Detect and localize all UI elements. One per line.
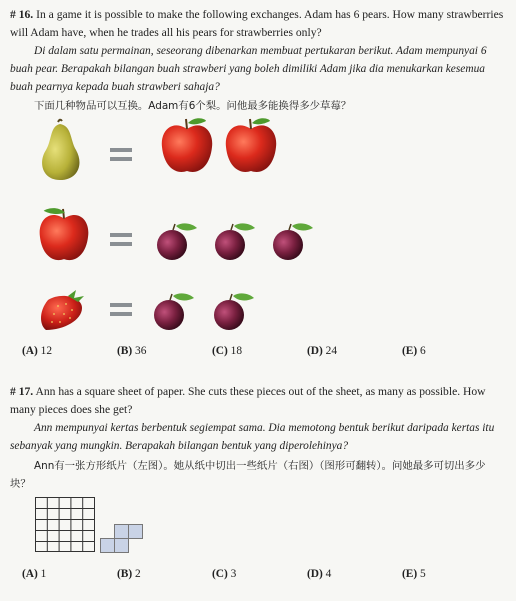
plum-icon	[212, 292, 256, 332]
q16-option-b[interactable]: (B) 36	[117, 345, 147, 357]
pear-icon	[36, 118, 86, 182]
cut-piece-icon	[100, 524, 144, 554]
q16-chinese	[10, 97, 506, 115]
q17-english	[10, 383, 506, 419]
q16-option-a[interactable]: (A) 12	[22, 345, 53, 357]
equals-sign-icon	[110, 303, 132, 321]
apple-icon	[158, 115, 216, 177]
equals-sign-icon	[110, 233, 132, 251]
apple-icon	[36, 205, 92, 265]
q17-option-e[interactable]: (E) 5	[402, 568, 426, 580]
plum-icon	[271, 222, 315, 262]
q17-chinese	[10, 457, 506, 493]
q16-english-text: In a game it is possible to make the following exchanges. Adam has 6 pears. How many strawberries will Adam have, when he trades all his pears for strawberries only?	[10, 8, 504, 39]
q16-option-e[interactable]: (E) 6	[402, 345, 426, 357]
q17-english-text: Ann has a square sheet of paper. She cuts these pieces out of the sheet, as many as possible. How many pieces does she get?	[10, 385, 486, 416]
plum-icon	[213, 222, 257, 262]
strawberry-icon	[38, 290, 86, 332]
q16-malay	[10, 42, 506, 96]
q17-option-b[interactable]: (B) 2	[117, 568, 141, 580]
q17-malay-text: Ann mempunyai kertas berbentuk segiempat sama. Dia memotong bentuk berikut daripada kertas itu sebanyak yang mungkin. Berapakah bilangan bentuk yang diperolehinya?	[10, 422, 495, 452]
q16-option-d[interactable]: (D) 24	[307, 345, 338, 357]
apple-icon	[222, 115, 280, 177]
q17-option-d[interactable]: (D) 4	[307, 568, 332, 580]
plum-icon	[155, 222, 199, 262]
q16-malay-text: Di dalam satu permainan, seseorang dibenarkan membuat pertukaran berikut. Adam mempunyai 6 buah pear. Berapakah bilangan buah strawberi yang boleh dimiliki Adam jika dia menukarkan kesemua buah pearnya kepada buah strawberi sahaja?	[10, 45, 487, 93]
q16-chinese-text: 下面几种物品可以互换。Adam有6个梨。问他最多能换得多少草莓？	[34, 100, 352, 112]
q17-number: # 17.	[10, 385, 34, 398]
q17-chinese-text: Ann有一张方形纸片（左图）。她从纸中切出一些纸片（右图）（图形可翻转）。问她最多可切出多少块？	[10, 460, 486, 490]
q17-option-a[interactable]: (A) 1	[22, 568, 47, 580]
q16-english	[10, 6, 506, 42]
square-grid-icon	[35, 497, 95, 552]
equals-sign-icon	[110, 148, 132, 166]
plum-icon	[152, 292, 196, 332]
q17-malay	[10, 419, 506, 455]
q16-option-c[interactable]: (C) 18	[212, 345, 243, 357]
q16-number: # 16.	[10, 8, 34, 21]
q17-option-c[interactable]: (C) 3	[212, 568, 237, 580]
